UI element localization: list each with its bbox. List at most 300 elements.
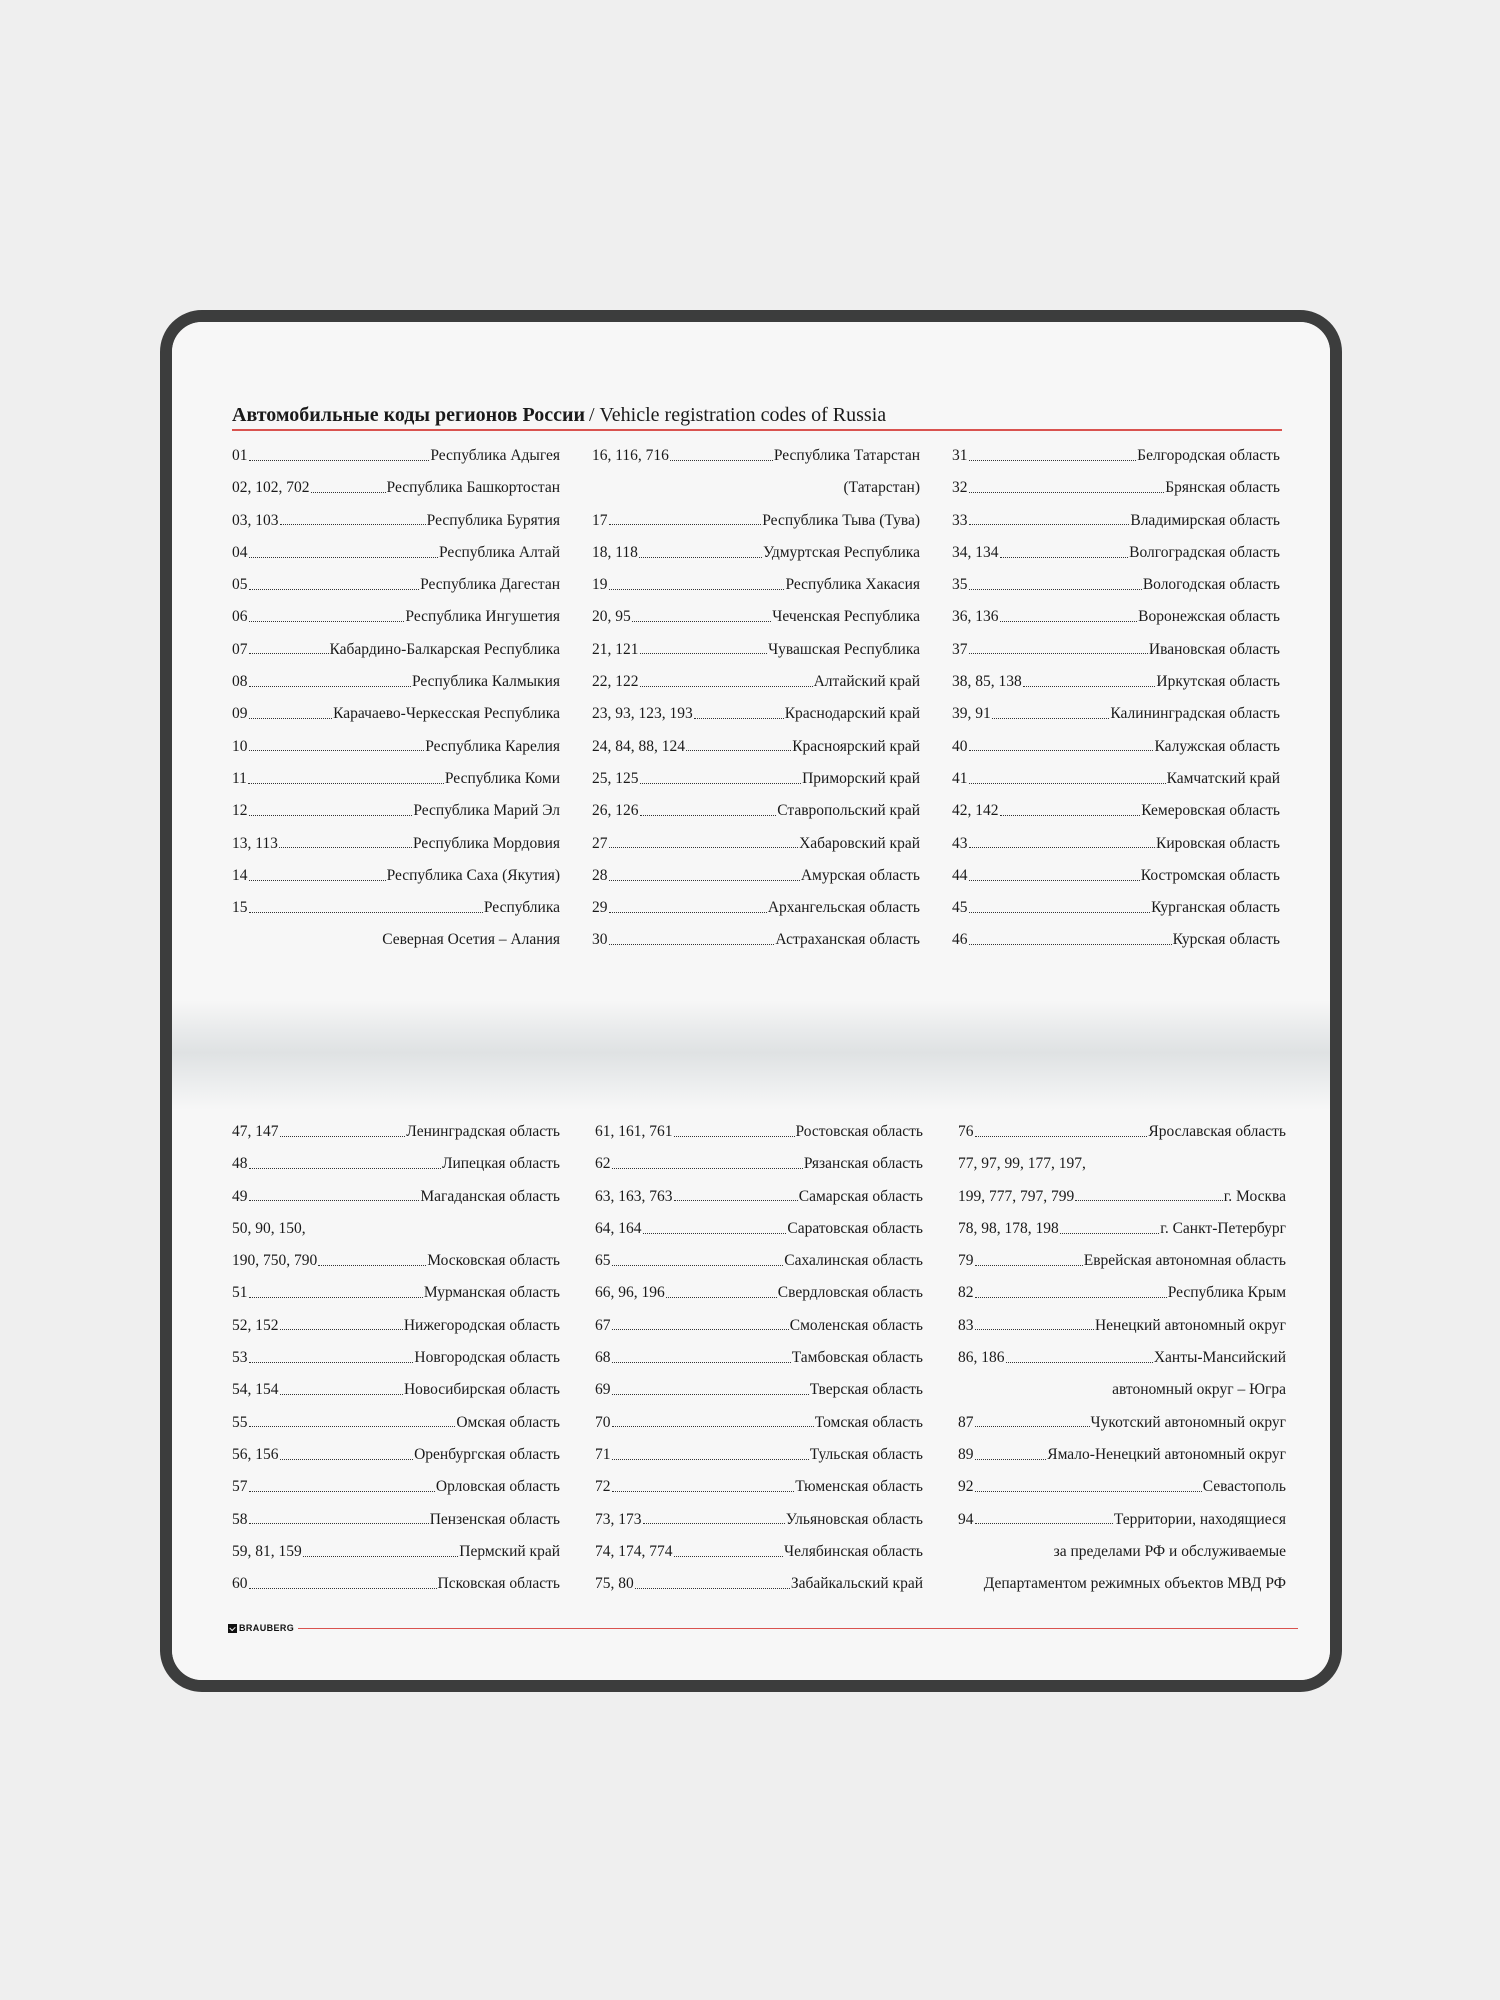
dot-leader [280, 1459, 414, 1460]
region-code: 92 [958, 1478, 974, 1496]
region-code: 16, 116, 716 [592, 447, 669, 464]
region-name: Краснодарский край [784, 705, 920, 723]
dot-leader [975, 1491, 1202, 1492]
region-code: 89 [958, 1445, 974, 1463]
region-row [232, 892, 560, 924]
dot-leader [969, 524, 1130, 525]
dot-leader [249, 621, 405, 622]
region-row [952, 472, 1280, 504]
region-row [958, 1568, 1286, 1600]
region-row [595, 1181, 923, 1213]
region-code: 55 [232, 1413, 248, 1431]
region-name: Пензенская область [429, 1510, 560, 1528]
region-name: Ярославская область [1148, 1123, 1286, 1140]
dot-leader [249, 1362, 414, 1363]
region-name: Саратовская область [787, 1219, 923, 1237]
dot-leader [612, 1459, 809, 1460]
dot-leader [249, 1588, 437, 1589]
region-row [592, 860, 920, 892]
region-code: 41 [952, 769, 968, 787]
dot-leader [969, 880, 1140, 881]
dot-leader [1060, 1233, 1159, 1234]
region-row [592, 924, 920, 956]
region-name: Курская область [1172, 931, 1280, 949]
dot-leader [248, 783, 444, 784]
region-row [232, 1245, 560, 1277]
region-code: 45 [952, 899, 968, 917]
region-code: 27 [592, 834, 608, 852]
dot-leader [249, 880, 386, 881]
top-column-1 [232, 440, 560, 957]
region-row [232, 763, 560, 795]
region-name: Липецкая область [441, 1155, 560, 1173]
dot-leader [992, 718, 1110, 719]
region-name: автономный округ – Югра [1112, 1381, 1286, 1399]
region-name: Ростовская область [795, 1123, 923, 1140]
region-row [232, 1504, 560, 1536]
region-name: Красноярский край [792, 737, 920, 755]
region-name: Тюменская область [795, 1478, 923, 1496]
region-code: 26, 126 [592, 802, 639, 820]
region-name: Приморский край [802, 769, 920, 787]
region-row [958, 1181, 1286, 1213]
region-code: 76 [958, 1123, 974, 1140]
region-code: 43 [952, 834, 968, 852]
region-name: Белгородская область [1137, 447, 1280, 464]
region-name: Нижегородская область [403, 1316, 560, 1334]
region-name: Ханты-Мансийский [1153, 1349, 1286, 1367]
region-row [595, 1342, 923, 1374]
dot-leader [969, 750, 1154, 751]
region-name: Республика Марий Эл [413, 802, 560, 820]
dot-leader [280, 1136, 406, 1137]
region-row [592, 601, 920, 633]
region-row [958, 1310, 1286, 1342]
region-code: 64, 164 [595, 1219, 642, 1237]
dot-leader [609, 589, 785, 590]
region-row [232, 1342, 560, 1374]
region-code: 39, 91 [952, 705, 991, 723]
dot-leader [666, 1297, 777, 1298]
region-code: 24, 84, 88, 124 [592, 737, 685, 755]
region-code: 65 [595, 1252, 611, 1270]
region-row [595, 1148, 923, 1180]
region-name: Орловская область [435, 1478, 560, 1496]
region-row [232, 569, 560, 601]
region-row [232, 924, 560, 956]
region-code: 52, 152 [232, 1316, 279, 1334]
region-code: 54, 154 [232, 1381, 279, 1399]
dot-leader [975, 1426, 1090, 1427]
region-row [232, 1471, 560, 1503]
dot-leader [249, 1491, 435, 1492]
region-name: Кемеровская область [1141, 802, 1280, 820]
dot-leader [612, 1329, 789, 1330]
region-name: Республика Хакасия [785, 576, 920, 594]
region-code: 10 [232, 737, 248, 755]
dot-leader [969, 912, 1151, 913]
dot-leader [1000, 557, 1129, 558]
region-code: 20, 95 [592, 608, 631, 626]
region-code: 67 [595, 1316, 611, 1334]
region-code: 40 [952, 737, 968, 755]
region-code: 42, 142 [952, 802, 999, 820]
region-row [232, 666, 560, 698]
region-name: Магаданская область [420, 1187, 560, 1205]
region-code: 15 [232, 899, 248, 917]
region-name: Удмуртская Республика [763, 543, 920, 561]
dot-leader [975, 1329, 1094, 1330]
region-row [952, 924, 1280, 956]
region-row [232, 537, 560, 569]
region-code: 17 [592, 511, 608, 529]
region-code: 77, 97, 99, 177, 197, [958, 1155, 1086, 1173]
region-code: 23, 93, 123, 193 [592, 705, 693, 723]
dot-leader [640, 686, 813, 687]
region-code: 48 [232, 1155, 248, 1173]
dot-leader [975, 1459, 1047, 1460]
region-row [952, 795, 1280, 827]
region-row [952, 698, 1280, 730]
region-code: 22, 122 [592, 673, 639, 691]
region-name: Республика Коми [444, 769, 560, 787]
region-row [232, 1213, 560, 1245]
region-code: 12 [232, 802, 248, 820]
region-row [952, 505, 1280, 537]
region-name: Тверская область [809, 1381, 923, 1399]
region-code: 49 [232, 1187, 248, 1205]
dot-leader [318, 1265, 426, 1266]
region-code: 66, 96, 196 [595, 1284, 665, 1302]
dot-leader [1000, 815, 1141, 816]
dot-leader [670, 460, 773, 461]
region-code: 50, 90, 150, [232, 1219, 306, 1237]
region-name: Республика Бурятия [426, 511, 560, 529]
region-name: Иркутская область [1156, 673, 1280, 691]
dot-leader [975, 1265, 1083, 1266]
dot-leader [249, 815, 413, 816]
region-name: Забайкальский край [790, 1575, 923, 1593]
region-name: Свердловская область [777, 1284, 923, 1302]
region-code: 33 [952, 511, 968, 529]
dot-leader [280, 524, 426, 525]
region-name: Томская область [814, 1413, 923, 1431]
region-row [952, 763, 1280, 795]
footer-divider [298, 1628, 1298, 1629]
brand-logo [228, 1623, 294, 1633]
footer [228, 1618, 1298, 1638]
region-row [958, 1116, 1286, 1148]
region-name: Чувашская Республика [768, 640, 920, 658]
region-name: Республика Алтай [438, 543, 560, 561]
dot-leader [643, 1523, 785, 1524]
region-row [958, 1471, 1286, 1503]
dot-leader [280, 1329, 403, 1330]
dot-leader [674, 1136, 795, 1137]
region-code: 14 [232, 866, 248, 884]
region-code: 46 [952, 931, 968, 949]
dot-leader [969, 492, 1165, 493]
region-row [952, 860, 1280, 892]
top-column-3 [952, 440, 1280, 957]
dot-leader [249, 1523, 429, 1524]
region-row [232, 1536, 560, 1568]
region-code: 07 [232, 640, 248, 658]
region-code: 13, 113 [232, 834, 278, 852]
dot-leader [969, 847, 1155, 848]
region-name: Воронежская область [1138, 608, 1280, 626]
region-code: 08 [232, 673, 248, 691]
region-name: Смоленская область [789, 1316, 923, 1334]
region-row [232, 1116, 560, 1148]
dot-leader [640, 815, 777, 816]
region-code: 03, 103 [232, 511, 279, 529]
region-code: 60 [232, 1575, 248, 1593]
dot-leader [612, 1168, 803, 1169]
dot-leader [249, 589, 420, 590]
region-row [952, 537, 1280, 569]
region-row [595, 1568, 923, 1600]
region-name: Республика Адыгея [430, 447, 560, 464]
top-column-2 [592, 440, 920, 957]
region-code: 01 [232, 447, 248, 464]
region-code: 72 [595, 1478, 611, 1496]
dot-leader [1000, 621, 1138, 622]
region-row [958, 1536, 1286, 1568]
region-name: Республика Калмыкия [411, 673, 560, 691]
region-code: 05 [232, 576, 248, 594]
region-row [592, 795, 920, 827]
region-row [232, 601, 560, 633]
dot-leader [639, 557, 762, 558]
region-code: 62 [595, 1155, 611, 1173]
region-row [592, 537, 920, 569]
region-row [232, 1310, 560, 1342]
dot-leader [612, 1491, 795, 1492]
region-code: 28 [592, 866, 608, 884]
region-code: 82 [958, 1284, 974, 1302]
dot-leader [975, 1136, 1148, 1137]
region-row [592, 505, 920, 537]
region-name: Калининградская область [1110, 705, 1280, 723]
region-name: г. Москва [1223, 1187, 1286, 1205]
region-row [958, 1148, 1286, 1180]
region-row [232, 634, 560, 666]
region-code: 53 [232, 1349, 248, 1367]
check-icon [228, 1624, 237, 1633]
region-row [595, 1374, 923, 1406]
region-name: Северная Осетия – Алания [382, 931, 560, 949]
region-name: Самарская область [798, 1187, 923, 1205]
region-row [592, 731, 920, 763]
region-row [958, 1439, 1286, 1471]
region-row [232, 1277, 560, 1309]
region-code: 86, 186 [958, 1349, 1005, 1367]
region-name: Ульяновская область [785, 1510, 923, 1528]
region-row [232, 795, 560, 827]
region-row [232, 1148, 560, 1180]
region-code: 94 [958, 1510, 974, 1528]
region-code: 70 [595, 1413, 611, 1431]
region-code: 74, 174, 774 [595, 1542, 673, 1560]
dot-leader [249, 686, 411, 687]
region-row [952, 892, 1280, 924]
region-name: Республика Тыва (Тува) [762, 511, 920, 529]
region-name: Оренбургская область [414, 1445, 560, 1463]
dot-leader [249, 912, 483, 913]
dot-leader [311, 492, 386, 493]
dot-leader [612, 1362, 791, 1363]
region-name: Территории, находящиеся [1113, 1510, 1286, 1528]
title-en: / Vehicle registration codes of Russia [589, 404, 887, 426]
dot-leader [249, 460, 430, 461]
dot-leader [612, 1394, 809, 1395]
region-code: 61, 161, 761 [595, 1123, 673, 1140]
region-row [592, 763, 920, 795]
dot-leader [969, 589, 1142, 590]
title-ru: Автомобильные коды регионов России [232, 404, 585, 426]
dot-leader [249, 1200, 420, 1201]
region-name: Новгородская область [414, 1349, 560, 1367]
dot-leader [609, 524, 762, 525]
region-name: Камчатский край [1166, 769, 1280, 787]
region-row [232, 731, 560, 763]
region-row [952, 601, 1280, 633]
region-row [232, 698, 560, 730]
dot-leader [686, 750, 791, 751]
region-row [592, 698, 920, 730]
region-row [232, 1374, 560, 1406]
region-name: Карачаево-Черкесская Республика [333, 705, 560, 723]
region-name: Республика Крым [1167, 1284, 1286, 1302]
region-row [958, 1504, 1286, 1536]
region-name: Омская область [456, 1413, 560, 1431]
region-code: 71 [595, 1445, 611, 1463]
region-row [595, 1310, 923, 1342]
dot-leader [612, 1426, 814, 1427]
region-code: 21, 121 [592, 640, 639, 658]
region-row [592, 892, 920, 924]
region-name: Республика Ингушетия [405, 608, 560, 626]
region-code: 31 [952, 447, 968, 464]
region-row [595, 1277, 923, 1309]
region-code: 30 [592, 931, 608, 949]
region-code: 06 [232, 608, 248, 626]
region-name: Чукотский автономный округ [1090, 1413, 1286, 1431]
dot-leader [674, 1200, 798, 1201]
region-row [592, 634, 920, 666]
region-name: Тамбовская область [791, 1349, 923, 1367]
region-name: Костромская область [1140, 866, 1280, 884]
dot-leader [1006, 1362, 1153, 1363]
region-row [232, 828, 560, 860]
region-code: 75, 80 [595, 1575, 634, 1593]
region-name: Архангельская область [767, 899, 920, 917]
region-code: 44 [952, 866, 968, 884]
region-name: Республика Саха (Якутия) [386, 866, 560, 884]
region-name: за пределами РФ и обслуживаемые [1053, 1542, 1286, 1560]
region-code: 56, 156 [232, 1445, 279, 1463]
region-code: 47, 147 [232, 1123, 279, 1140]
region-code: 38, 85, 138 [952, 673, 1022, 691]
dot-leader [643, 1233, 787, 1234]
region-row [958, 1407, 1286, 1439]
region-code: 04 [232, 543, 248, 561]
dot-leader [249, 1297, 423, 1298]
dot-leader [249, 718, 333, 719]
region-name: Астраханская область [775, 931, 920, 949]
region-row [592, 569, 920, 601]
dot-leader [674, 1556, 784, 1557]
region-name: Московская область [427, 1252, 560, 1270]
region-name: Ивановская область [1148, 640, 1280, 658]
region-row [232, 440, 560, 472]
region-row [232, 1407, 560, 1439]
dot-leader [303, 1556, 459, 1557]
region-name: Севастополь [1202, 1478, 1286, 1496]
region-name: Ставропольский край [777, 802, 920, 820]
region-code: 87 [958, 1413, 974, 1431]
dot-leader [609, 912, 767, 913]
region-code: 58 [232, 1510, 248, 1528]
region-row [592, 472, 920, 504]
region-row [952, 569, 1280, 601]
region-code: 73, 173 [595, 1510, 642, 1528]
region-code: 57 [232, 1478, 248, 1496]
region-code: 199, 777, 797, 799 [958, 1187, 1075, 1205]
region-code: 19 [592, 576, 608, 594]
region-row [958, 1342, 1286, 1374]
region-row [232, 1439, 560, 1471]
region-row [952, 731, 1280, 763]
dot-leader [280, 1394, 403, 1395]
region-row [232, 1181, 560, 1213]
region-row [958, 1213, 1286, 1245]
region-name: Алтайский край [813, 673, 920, 691]
region-code: 68 [595, 1349, 611, 1367]
dot-leader [249, 1168, 441, 1169]
region-name: Хабаровский край [799, 834, 920, 852]
region-name: Кировская область [1155, 834, 1280, 852]
region-name: Брянская область [1165, 479, 1280, 497]
region-code: 51 [232, 1284, 248, 1302]
dot-leader [635, 1588, 790, 1589]
dot-leader [609, 880, 800, 881]
region-name: Амурская область [800, 866, 920, 884]
dot-leader [969, 653, 1148, 654]
region-name: Чеченская Республика [772, 608, 920, 626]
brand-name: BRAUBERG [239, 1623, 295, 1633]
region-name: Новосибирская область [403, 1381, 560, 1399]
region-row [958, 1245, 1286, 1277]
region-row [232, 472, 560, 504]
page-title [232, 404, 1282, 431]
dot-leader [694, 718, 784, 719]
region-row [952, 634, 1280, 666]
bottom-column-3 [958, 1116, 1286, 1600]
dot-leader [612, 1265, 784, 1266]
region-row [595, 1471, 923, 1503]
dot-leader [609, 944, 775, 945]
region-name: Вологодская область [1142, 576, 1280, 594]
region-name: Псковская область [437, 1575, 560, 1593]
region-code: 35 [952, 576, 968, 594]
page-fold [172, 1000, 1330, 1110]
region-row [958, 1277, 1286, 1309]
dot-leader [249, 1426, 456, 1427]
region-name: Владимирская область [1130, 511, 1280, 529]
region-code: 29 [592, 899, 608, 917]
